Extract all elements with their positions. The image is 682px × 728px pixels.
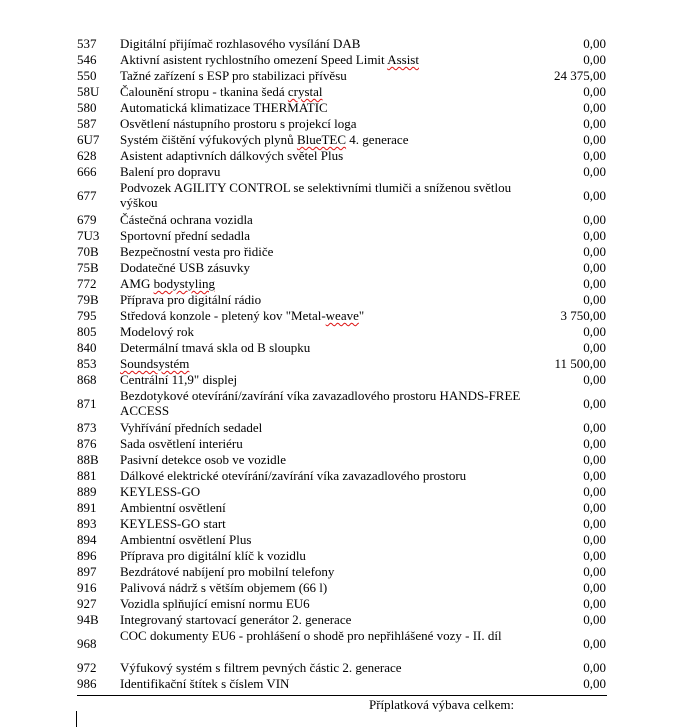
description-text: COC dokumenty EU6 - prohlášení o shodě pro nepřihlášené vozy - II. díl (120, 628, 502, 643)
item-code: 927 (77, 596, 97, 611)
item-code: 628 (77, 148, 97, 163)
item-price: 0,00 (583, 132, 606, 147)
list-item (0, 356, 682, 372)
description-text: Ambientní osvětlení Plus (120, 532, 252, 547)
item-code: 79B (77, 292, 99, 307)
list-item (0, 308, 682, 324)
description-text: " (358, 308, 365, 323)
item-code: 876 (77, 436, 97, 451)
item-description (120, 132, 535, 147)
description-text: Dodatečné USB zásuvky (120, 260, 250, 275)
description-text: Příprava pro digitální rádio (120, 292, 262, 307)
item-description (120, 452, 535, 467)
item-description (120, 628, 535, 643)
description-text: Bezpečnostní vesta pro řidiče (120, 244, 274, 259)
list-item (0, 68, 682, 84)
item-description (120, 532, 535, 547)
item-code: 94B (77, 612, 99, 627)
description-text: Systém čištění výfukových plynů (120, 132, 297, 147)
list-item (0, 340, 682, 356)
list-item (0, 628, 682, 660)
item-description (120, 388, 535, 418)
item-price: 0,00 (583, 484, 606, 499)
list-item (0, 532, 682, 548)
list-item (0, 260, 682, 276)
description-text: Sportovní přední sedadla (120, 228, 250, 243)
item-price: 0,00 (583, 436, 606, 451)
total-label: Příplatková výbava celkem: (369, 697, 515, 712)
item-description (120, 484, 535, 499)
item-code: 677 (77, 188, 97, 203)
item-code: 546 (77, 52, 97, 67)
description-text: Balení pro dopravu (120, 164, 221, 179)
item-description (120, 116, 535, 131)
item-description (120, 676, 535, 691)
list-item (0, 468, 682, 484)
spellcheck-flagged-word: crystal (287, 84, 323, 99)
description-text: Dálkové elektrické otevírání/zavírání víka zavazadlového prostoru (120, 468, 467, 483)
item-description (120, 228, 535, 243)
list-item (0, 500, 682, 516)
item-code: 986 (77, 676, 97, 691)
item-price: 0,00 (583, 100, 606, 115)
item-description (120, 436, 535, 451)
item-description (120, 324, 535, 339)
item-price: 0,00 (583, 596, 606, 611)
list-item (0, 612, 682, 628)
item-code: 537 (77, 36, 97, 51)
list-item (0, 596, 682, 612)
description-text: Výfukový systém s filtrem pevných částic 2. generace (120, 660, 402, 675)
list-item (0, 452, 682, 468)
list-item (0, 116, 682, 132)
item-description (120, 212, 535, 227)
item-code: 893 (77, 516, 97, 531)
item-code: 75B (77, 260, 99, 275)
list-item (0, 244, 682, 260)
item-code: 88B (77, 452, 99, 467)
item-price: 0,00 (583, 84, 606, 99)
description-text: KEYLESS-GO start (120, 516, 226, 531)
description-text: Identifikační štítek s číslem VIN (120, 676, 290, 691)
item-code: 6U7 (77, 132, 100, 147)
spellcheck-flagged-word: Soundsystém (120, 356, 190, 371)
list-item (0, 36, 682, 52)
description-text: Vyhřívání předních sedadel (120, 420, 263, 435)
item-description (120, 340, 535, 355)
item-price: 0,00 (583, 468, 606, 483)
description-text: KEYLESS-GO (120, 484, 201, 499)
description-text: Příprava pro digitální klíč k vozidlu (120, 548, 306, 563)
item-description (120, 164, 535, 179)
description-text: AMG (120, 276, 154, 291)
list-item (0, 52, 682, 68)
item-price: 0,00 (583, 324, 606, 339)
list-item (0, 420, 682, 436)
list-item (0, 228, 682, 244)
list-item (0, 516, 682, 532)
item-description (120, 420, 535, 435)
item-code: 896 (77, 548, 97, 563)
spellcheck-flagged-word: bodystyling (153, 276, 215, 291)
item-description (120, 612, 535, 627)
item-price: 0,00 (583, 36, 606, 51)
item-code: 871 (77, 396, 97, 411)
item-description (120, 244, 535, 259)
list-item (0, 564, 682, 580)
item-description (120, 276, 535, 291)
item-code: 805 (77, 324, 97, 339)
item-code: 587 (77, 116, 97, 131)
item-price: 0,00 (583, 228, 606, 243)
item-price: 0,00 (583, 52, 606, 67)
list-item (0, 660, 682, 676)
item-price: 0,00 (583, 452, 606, 467)
item-code: 972 (77, 660, 97, 675)
description-text: Digitální přijímač rozhlasového vysílání DAB (120, 36, 361, 51)
item-description (120, 356, 535, 371)
item-code: 916 (77, 580, 97, 595)
list-item (0, 324, 682, 340)
item-code: 580 (77, 100, 97, 115)
description-text: Integrovaný startovací generátor 2. generace (120, 612, 352, 627)
item-price: 0,00 (583, 548, 606, 563)
description-text: Asistent adaptivních dálkových světel Plus (120, 148, 344, 163)
item-price: 0,00 (583, 420, 606, 435)
list-item (0, 84, 682, 100)
list-item (0, 100, 682, 116)
item-code: 7U3 (77, 228, 100, 243)
item-price: 3 750,00 (560, 308, 606, 323)
item-price: 0,00 (583, 292, 606, 307)
item-price: 0,00 (583, 660, 606, 675)
item-price: 0,00 (583, 260, 606, 275)
item-description (120, 500, 535, 515)
item-description (120, 68, 535, 83)
description-text: Palivová nádrž s větším objemem (66 l) (120, 580, 328, 595)
item-description (120, 308, 535, 323)
item-price: 0,00 (583, 244, 606, 259)
description-text: Podvozek AGILITY CONTROL se selektivními tlumiči a sníženou světlou výškou (120, 180, 512, 210)
item-price: 0,00 (583, 212, 606, 227)
item-description (120, 84, 535, 99)
item-code: 679 (77, 212, 97, 227)
description-text: Sada osvětlení interiéru (120, 436, 243, 451)
list-item (0, 132, 682, 148)
description-text: Vozidla splňující emisní normu EU6 (120, 596, 310, 611)
list-item (0, 580, 682, 596)
item-description (120, 260, 535, 275)
item-price: 0,00 (583, 396, 606, 411)
item-price: 0,00 (583, 676, 606, 691)
item-code: 968 (77, 636, 97, 651)
description-text: Determální tmavá skla od B sloupku (120, 340, 311, 355)
item-price: 0,00 (583, 564, 606, 579)
item-code: 840 (77, 340, 97, 355)
table-bottom-rule (77, 695, 607, 696)
item-description (120, 36, 535, 51)
item-code: 881 (77, 468, 97, 483)
item-price: 0,00 (583, 116, 606, 131)
item-code: 853 (77, 356, 97, 371)
item-description (120, 468, 535, 483)
item-code: 889 (77, 484, 97, 499)
item-price: 0,00 (583, 372, 606, 387)
description-text: Pasivní detekce osob ve vozidle (120, 452, 287, 467)
list-item (0, 676, 682, 692)
item-description (120, 596, 535, 611)
list-item (0, 164, 682, 180)
item-description (120, 148, 535, 163)
description-text: Bezdotykové otevírání/zavírání víka zavazadlového prostoru HANDS-FREE ACCESS (120, 388, 521, 418)
list-item (0, 180, 682, 212)
description-text: Tažné zařízení s ESP pro stabilizaci přívěsu (120, 68, 347, 83)
item-description (120, 580, 535, 595)
description-text: Čalounění stropu - tkanina šedá (120, 84, 288, 99)
item-code: 891 (77, 500, 97, 515)
list-item (0, 548, 682, 564)
item-code: 58U (77, 84, 100, 99)
item-description (120, 660, 535, 675)
item-description (120, 52, 535, 67)
list-item (0, 148, 682, 164)
item-description (120, 372, 535, 387)
text-cursor (76, 711, 77, 727)
item-price: 0,00 (583, 532, 606, 547)
list-item (0, 484, 682, 500)
item-code: 550 (77, 68, 97, 83)
item-price: 0,00 (583, 580, 606, 595)
item-code: 795 (77, 308, 97, 323)
item-code: 873 (77, 420, 97, 435)
spellcheck-flagged-word: weave (325, 308, 359, 323)
item-price: 0,00 (583, 636, 606, 651)
description-text: Modelový rok (120, 324, 195, 339)
item-price: 0,00 (583, 340, 606, 355)
list-item (0, 372, 682, 388)
description-text: Bezdrátové nabíjení pro mobilní telefony (120, 564, 335, 579)
item-price: 24 375,00 (554, 68, 606, 83)
item-price: 0,00 (583, 164, 606, 179)
item-code: 70B (77, 244, 99, 259)
list-item (0, 276, 682, 292)
list-item (0, 212, 682, 228)
item-code: 897 (77, 564, 97, 579)
spellcheck-flagged-word: BlueTEC (296, 132, 347, 147)
item-code: 868 (77, 372, 97, 387)
item-description (120, 292, 535, 307)
item-description (120, 100, 535, 115)
item-code: 894 (77, 532, 97, 547)
item-code: 772 (77, 276, 97, 291)
spellcheck-flagged-word: Assist (387, 52, 419, 67)
item-price: 0,00 (583, 612, 606, 627)
description-text: Aktivní asistent rychlostního omezení Speed Limit (120, 52, 388, 67)
description-text: Částečná ochrana vozidla (120, 212, 253, 227)
item-description (120, 180, 535, 210)
item-description (120, 564, 535, 579)
item-price: 11 500,00 (554, 356, 606, 371)
item-price: 0,00 (583, 516, 606, 531)
item-price: 0,00 (583, 500, 606, 515)
description-text: Středová konzole - pletený kov "Metal- (120, 308, 326, 323)
item-code: 666 (77, 164, 97, 179)
list-item (0, 292, 682, 308)
list-item (0, 388, 682, 420)
item-description (120, 516, 535, 531)
description-text: Ambientní osvětlení (120, 500, 226, 515)
list-item (0, 436, 682, 452)
description-text: 4. generace (346, 132, 409, 147)
item-description (120, 548, 535, 563)
item-price: 0,00 (583, 188, 606, 203)
item-price: 0,00 (583, 148, 606, 163)
item-price: 0,00 (583, 276, 606, 291)
description-text: Automatická klimatizace THERMATIC (120, 100, 328, 115)
description-text: Osvětlení nástupního prostoru s projekcí loga (120, 116, 357, 131)
description-text: Centrální 11,9" displej (120, 372, 238, 387)
